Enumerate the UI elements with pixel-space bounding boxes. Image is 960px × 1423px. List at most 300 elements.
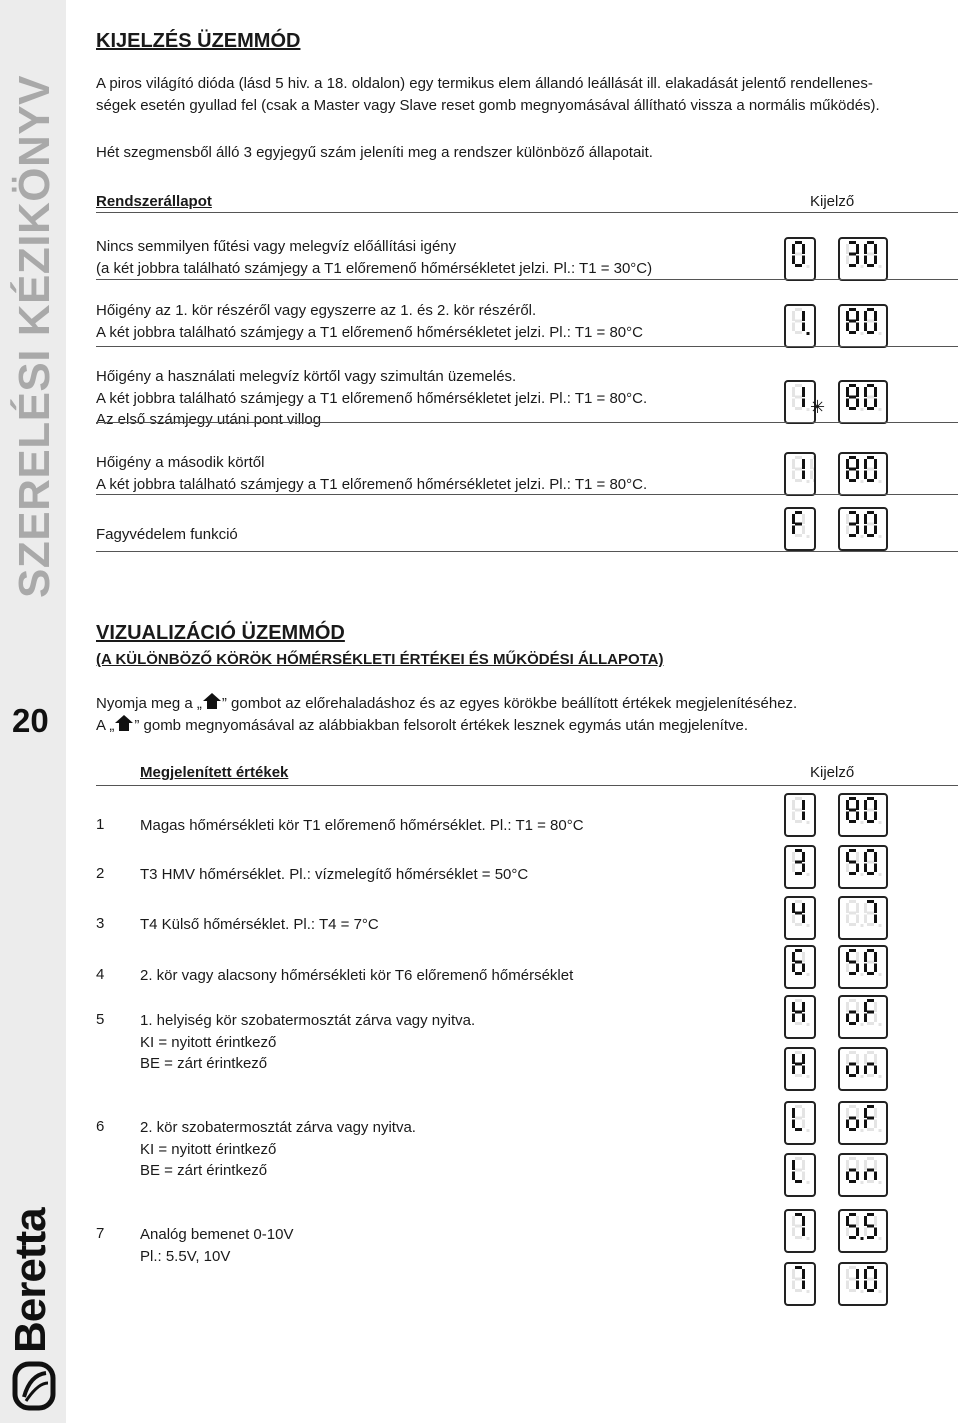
item-5-lcd-right-digits: [840, 997, 886, 1037]
item-5-lcd-left-digits: [786, 997, 814, 1037]
lcd-segment: [874, 399, 877, 408]
lcd-segment: [874, 1160, 877, 1170]
lcd-segment: [795, 1169, 802, 1172]
lcd-segment: [864, 1108, 867, 1118]
lcd-dot: [879, 1237, 882, 1240]
lcd-segment: [849, 1289, 856, 1292]
lcd-segment: [856, 1216, 859, 1226]
lcd-segment: [856, 852, 859, 862]
lcd-segment: [867, 534, 874, 537]
intro-line-1: A piros világító dióda (lásd 5 hiv. a 18. oldalon) egy termikus elem állandó leállását ill. elakadását jelentő rendellenes-: [96, 75, 873, 92]
lcd-segment: [846, 244, 849, 254]
lcd-segment: [792, 1002, 795, 1012]
lcd-segment: [864, 903, 867, 913]
lcd-segment: [867, 320, 874, 323]
lcd-segment: [856, 244, 859, 254]
lcd-segment: [856, 800, 859, 810]
item-2-lcd-left-digits: [786, 847, 814, 887]
item-6-lcd-left: [784, 1153, 816, 1197]
nav-line-2-post: ” gomb megnyomásával az alábbiakban felsorolt értékek lesznek egymás után megjelenítve.: [134, 717, 749, 734]
lcd-segment: [802, 952, 805, 962]
sidebar-title: SZERELÉSI KÉZIKÖNYV: [10, 75, 59, 598]
col-header-state: Rendszerállapot: [96, 193, 212, 210]
lcd-segment: [846, 1216, 849, 1226]
lcd-segment: [867, 456, 874, 459]
lcd-segment: [864, 1216, 867, 1226]
lcd-dot: [807, 1237, 810, 1240]
item-6-text: 2. kör szobatermosztát zárva vagy nyitva.: [140, 1119, 416, 1136]
lcd-segment: [802, 399, 805, 408]
state-row-2-rule: [96, 346, 958, 347]
lcd-segment: [795, 253, 802, 256]
lcd-segment: [874, 1228, 877, 1237]
intro-para-2: Hét szegmensből álló 3 egyjegyű szám jeleníti meg a rendszer különböző állapotait.: [96, 144, 653, 161]
lcd-segment: [792, 387, 795, 397]
lcd-dot: [807, 1023, 810, 1026]
lcd-segment: [802, 1014, 805, 1023]
lcd-segment: [874, 915, 877, 924]
lcd-segment: [810, 471, 813, 480]
lcd-segment: [864, 1066, 867, 1075]
lcd-segment: [795, 511, 802, 514]
item-6-text: BE = zárt érintkező: [140, 1162, 268, 1179]
lcd-segment: [795, 468, 802, 471]
lcd-dot: [861, 873, 864, 876]
lcd-segment: [849, 1180, 856, 1183]
lcd-segment: [802, 244, 805, 254]
lcd-segment: [792, 256, 795, 265]
lcd-segment: [849, 820, 856, 823]
lcd-segment: [856, 323, 859, 332]
lcd-dot: [861, 480, 864, 483]
lcd-dot: [807, 265, 810, 268]
lcd-segment: [867, 253, 874, 256]
lcd-segment: [795, 872, 802, 875]
lcd-segment: [802, 256, 805, 265]
lcd-segment: [795, 1011, 802, 1014]
lcd-segment: [874, 864, 877, 873]
lcd-segment: [874, 800, 877, 810]
nav-line-2: [96, 714, 748, 737]
lcd-segment: [856, 1002, 859, 1012]
item-4-lcd-left: [784, 945, 816, 989]
lcd-segment: [849, 1051, 856, 1054]
lcd-segment: [802, 311, 805, 321]
lcd-segment: [849, 809, 856, 812]
lcd-segment: [849, 331, 856, 334]
lcd-segment: [867, 820, 874, 823]
item-7-lcd-left: [784, 1262, 816, 1306]
table2-header-rule: [96, 785, 958, 786]
state-row-5-text: Fagyvédelem funkció: [96, 526, 238, 543]
lcd-dot: [879, 535, 882, 538]
lcd-segment: [846, 1014, 849, 1023]
lcd-segment: [849, 1022, 856, 1025]
sidebar: [0, 0, 66, 1423]
lcd-segment: [846, 1120, 849, 1129]
lcd-segment: [849, 396, 856, 399]
lcd-segment: [846, 812, 849, 821]
lcd-segment: [795, 523, 802, 526]
lcd-segment: [849, 961, 856, 964]
lcd-segment: [849, 523, 856, 526]
lcd-segment: [846, 864, 849, 873]
state-row-1-lcd-right: [838, 237, 888, 281]
lcd-segment: [867, 523, 874, 526]
lcd-dot: [861, 1075, 864, 1078]
item-7-text: Pl.: 5.5V, 10V: [140, 1247, 231, 1265]
item-1-text: Magas hőmérsékleti kör T1 előremenő hőmérséklet. Pl.: T1 = 80°C: [140, 817, 584, 834]
item-5-lcd-left: [784, 1047, 816, 1091]
item-6-lcd-right-digits: [840, 1155, 886, 1195]
lcd-segment: [867, 1278, 874, 1281]
lcd-segment: [802, 1228, 805, 1237]
brand-name: Beretta: [6, 1208, 55, 1353]
item-5-text: BE = zárt érintkező: [140, 1055, 268, 1072]
beretta-logo-icon: [12, 1361, 56, 1411]
lcd-dot: [807, 1290, 810, 1293]
lcd-segment: [874, 323, 877, 332]
lcd-dot: [879, 1181, 882, 1184]
lcd-segment: [846, 915, 849, 924]
lcd-segment: [795, 861, 802, 864]
lcd-segment: [856, 915, 859, 924]
lcd-segment: [864, 514, 867, 524]
lcd-segment: [856, 812, 859, 821]
lcd-segment: [867, 1011, 874, 1014]
lcd-dot: [807, 924, 810, 927]
lcd-segment: [849, 1117, 856, 1120]
lcd-segment: [874, 256, 877, 265]
item-6-lcd-left-digits: [786, 1103, 814, 1143]
lcd-dot: [861, 821, 864, 824]
lcd-segment: [867, 479, 874, 482]
lcd-dot: [879, 973, 882, 976]
state-row-5-lcd-left: [784, 507, 816, 551]
lcd-segment: [795, 1213, 802, 1216]
lcd-segment: [874, 1066, 877, 1075]
item-6-lcd-right-digits: [840, 1103, 886, 1143]
lcd-segment: [802, 1216, 805, 1226]
lcd-segment: [795, 264, 802, 267]
lcd-dot: [861, 924, 864, 927]
item-3-number: 3: [96, 915, 105, 932]
lcd-segment: [867, 468, 874, 471]
lcd-segment: [856, 1160, 859, 1170]
lcd-segment: [849, 872, 856, 875]
lcd-segment: [849, 384, 856, 387]
state-row-1-lcd-left: [784, 237, 816, 281]
lcd-dot: [879, 1023, 882, 1026]
lcd-segment: [792, 1269, 795, 1279]
lcd-segment: [849, 1225, 856, 1228]
item-1-lcd-left-digits: [786, 795, 814, 835]
lcd-segment: [795, 308, 802, 311]
item-7-lcd-left: [784, 1209, 816, 1253]
lcd-segment: [795, 1180, 802, 1183]
item-1-number: 1: [96, 816, 105, 833]
lcd-segment: [867, 1051, 874, 1054]
lcd-segment: [792, 1216, 795, 1226]
lcd-dot: [861, 1023, 864, 1026]
lcd-segment: [846, 311, 849, 321]
lcd-segment: [802, 964, 805, 973]
lcd-segment: [874, 526, 877, 535]
lcd-segment: [792, 514, 795, 524]
state-row-2-lcd-left-digits: [786, 306, 814, 346]
lcd-segment: [874, 1054, 877, 1064]
lcd-segment: [849, 511, 856, 514]
lcd-segment: [867, 384, 874, 387]
lcd-dot: [879, 1290, 882, 1293]
lcd-segment: [849, 320, 856, 323]
lcd-segment: [864, 323, 867, 332]
lcd-segment: [802, 1002, 805, 1012]
lcd-segment: [802, 514, 805, 524]
lcd-segment: [802, 1120, 805, 1129]
lcd-segment: [864, 1269, 867, 1279]
lcd-segment: [849, 407, 856, 410]
lcd-segment: [849, 1213, 856, 1216]
lcd-segment: [867, 861, 874, 864]
lcd-segment: [867, 241, 874, 244]
lcd-segment: [849, 949, 856, 952]
item-6-lcd-left-digits: [786, 1155, 814, 1195]
lcd-segment: [867, 1117, 874, 1120]
lcd-segment: [864, 1054, 867, 1064]
lcd-segment: [846, 800, 849, 810]
lcd-segment: [849, 1278, 856, 1281]
lcd-segment: [802, 1108, 805, 1118]
section2-subheading: (A KÜLÖNBÖZŐ KÖRÖK HŐMÉRSÉKLETI ÉRTÉKEI ÉS MŰKÖDÉSI ÁLLAPOTA): [96, 651, 664, 668]
lcd-segment: [864, 915, 867, 924]
col-header-display-2: Kijelző: [810, 764, 855, 781]
lcd-dot: [807, 873, 810, 876]
lcd-segment: [874, 1269, 877, 1279]
col-header-display: Kijelző: [810, 193, 855, 210]
lcd-segment: [802, 864, 805, 873]
lcd-segment: [874, 1108, 877, 1118]
lcd-dot: [807, 821, 810, 824]
lcd-segment: [849, 923, 856, 926]
lcd-segment: [846, 964, 849, 973]
item-7-lcd-right: [838, 1262, 888, 1306]
lcd-segment: [846, 526, 849, 535]
state-row-3-text: Hőigény a használati melegvíz körtől vagy szimultán üzemelés.: [96, 368, 517, 385]
lcd-segment: [864, 1281, 867, 1290]
lcd-segment: [867, 1266, 874, 1269]
lcd-segment: [867, 949, 874, 952]
lcd-segment: [792, 1014, 795, 1023]
lcd-segment: [867, 1289, 874, 1292]
item-7-text: Analóg bemenet 0-10V: [140, 1226, 294, 1243]
lcd-segment: [867, 511, 874, 514]
lcd-segment: [849, 479, 856, 482]
lcd-dot: [807, 1075, 810, 1078]
nav-line-2-pre: A „: [96, 717, 115, 734]
lcd-segment: [795, 1074, 802, 1077]
lcd-segment: [802, 800, 805, 810]
lcd-segment: [846, 1002, 849, 1012]
state-row-3-lcd-right-digits: [840, 382, 886, 422]
lcd-segment: [792, 471, 795, 480]
lcd-dot: [807, 1181, 810, 1184]
lcd-segment: [867, 1180, 874, 1183]
lcd-segment: [856, 964, 859, 973]
item-7-lcd-right-digits: [840, 1264, 886, 1304]
lcd-segment: [795, 999, 802, 1002]
lcd-dot: [879, 1075, 882, 1078]
lcd-dot: [879, 821, 882, 824]
home-arrow-icon: [114, 714, 134, 732]
lcd-dot: [807, 535, 810, 538]
lcd-segment: [867, 961, 874, 964]
lcd-segment: [792, 399, 795, 408]
item-7-lcd-right: [838, 1209, 888, 1253]
lcd-dot: [807, 973, 810, 976]
lcd-segment: [795, 1128, 802, 1131]
lcd-segment: [867, 1022, 874, 1025]
lcd-segment: [792, 964, 795, 973]
lcd-segment: [802, 387, 805, 397]
lcd-segment: [792, 852, 795, 862]
lcd-segment: [856, 1228, 859, 1237]
lcd-segment: [849, 456, 856, 459]
lcd-segment: [792, 323, 795, 332]
lcd-segment: [856, 399, 859, 408]
lcd-segment: [867, 809, 874, 812]
lcd-segment: [849, 972, 856, 975]
lcd-segment: [846, 471, 849, 480]
lcd-segment: [795, 1289, 802, 1292]
lcd-segment: [867, 308, 874, 311]
lcd-segment: [846, 1228, 849, 1237]
state-row-2-lcd-left: [784, 304, 816, 348]
section2-heading: VIZUALIZÁCIÓ ÜZEMMÓD: [96, 622, 345, 644]
lcd-segment: [795, 923, 802, 926]
lcd-segment: [795, 320, 802, 323]
lcd-dot: [879, 873, 882, 876]
lcd-segment: [864, 1014, 867, 1023]
item-7-lcd-right-digits: [840, 1211, 886, 1251]
lcd-segment: [802, 323, 805, 332]
lcd-segment: [802, 1172, 805, 1181]
lcd-segment: [802, 471, 805, 480]
lcd-segment: [864, 800, 867, 810]
lcd-segment: [867, 923, 874, 926]
lcd-segment: [874, 964, 877, 973]
item-4-lcd-right-digits: [840, 947, 886, 987]
lcd-segment: [867, 1225, 874, 1228]
lcd-segment: [849, 308, 856, 311]
lcd-segment: [849, 1128, 856, 1131]
item-1-lcd-right: [838, 793, 888, 837]
item-3-lcd-right: [838, 896, 888, 940]
lcd-segment: [802, 459, 805, 469]
item-2-lcd-left: [784, 845, 816, 889]
lcd-segment: [792, 1281, 795, 1290]
lcd-segment: [867, 331, 874, 334]
state-row-2-lcd-right: [838, 304, 888, 348]
lcd-segment: [846, 952, 849, 962]
lcd-segment: [874, 244, 877, 254]
lcd-segment: [849, 468, 856, 471]
lcd-segment: [864, 471, 867, 480]
lcd-segment: [867, 912, 874, 915]
lcd-segment: [867, 1128, 874, 1131]
lcd-segment: [810, 459, 813, 469]
lcd-segment: [874, 311, 877, 321]
lcd-segment: [792, 526, 795, 535]
state-row-1-rule: [96, 279, 958, 280]
lcd-segment: [849, 1105, 856, 1108]
lcd-segment: [813, 479, 814, 482]
lcd-segment: [856, 1108, 859, 1118]
state-row-3-text: A két jobbra található számjegy a T1 előremenő hőmérsékletet jelzi. Pl.: T1 = 80°C.: [96, 389, 648, 407]
lcd-segment: [795, 331, 802, 334]
item-5-lcd-right-digits: [840, 1049, 886, 1089]
lcd-segment: [846, 459, 849, 469]
lcd-segment: [874, 812, 877, 821]
lcd-segment: [792, 903, 795, 913]
lcd-segment: [802, 852, 805, 862]
state-row-1-text: (a két jobbra található számjegy a T1 előremenő hőmérsékletet jelzi. Pl.: T1 = 30°C): [96, 259, 653, 277]
item-4-text: 2. kör vagy alacsony hőmérsékleti kör T6 előremenő hőmérséklet: [140, 967, 574, 984]
lcd-segment: [846, 1172, 849, 1181]
lcd-segment: [874, 387, 877, 397]
state-row-5-lcd-right: [838, 507, 888, 551]
lcd-segment: [846, 1269, 849, 1279]
lcd-segment: [867, 1063, 874, 1066]
lcd-segment: [846, 903, 849, 913]
lcd-segment: [795, 1051, 802, 1054]
state-row-2-text: A két jobbra található számjegy a T1 előremenő hőmérsékletet jelzi. Pl.: T1 = 80°C: [96, 323, 643, 341]
item-1-lcd-left: [784, 793, 816, 837]
state-row-4-lcd-right: [838, 452, 888, 496]
state-row-3-lcd-right: [838, 380, 888, 424]
item-5-text: 1. helyiség kör szobatermosztát zárva vagy nyitva.: [140, 1012, 476, 1029]
lcd-segment: [792, 952, 795, 962]
lcd-segment: [864, 399, 867, 408]
lcd-segment: [846, 1108, 849, 1118]
page-number: 20: [12, 702, 49, 739]
item-3-lcd-left-digits: [786, 898, 814, 938]
lcd-segment: [792, 1120, 795, 1129]
lcd-segment: [867, 264, 874, 267]
item-2-number: 2: [96, 865, 105, 882]
lcd-segment: [864, 526, 867, 535]
lcd-segment: [802, 1281, 805, 1290]
lcd-segment: [792, 459, 795, 469]
lcd-segment: [864, 1002, 867, 1012]
item-6-lcd-left: [784, 1101, 816, 1145]
lcd-dot: [861, 535, 864, 538]
lcd-segment: [813, 468, 814, 471]
lcd-segment: [849, 241, 856, 244]
lcd-segment: [792, 915, 795, 924]
home-arrow-icon: [202, 692, 222, 710]
lcd-segment: [867, 1074, 874, 1077]
lcd-segment: [864, 1160, 867, 1170]
lcd-segment: [849, 1157, 856, 1160]
lcd-segment: [795, 1266, 802, 1269]
lcd-dot: [861, 265, 864, 268]
state-row-4-lcd-left-digits: [786, 454, 814, 494]
lcd-segment: [867, 849, 874, 852]
lcd-segment: [856, 514, 859, 524]
lcd-segment: [795, 1157, 802, 1160]
lcd-segment: [856, 1014, 859, 1023]
